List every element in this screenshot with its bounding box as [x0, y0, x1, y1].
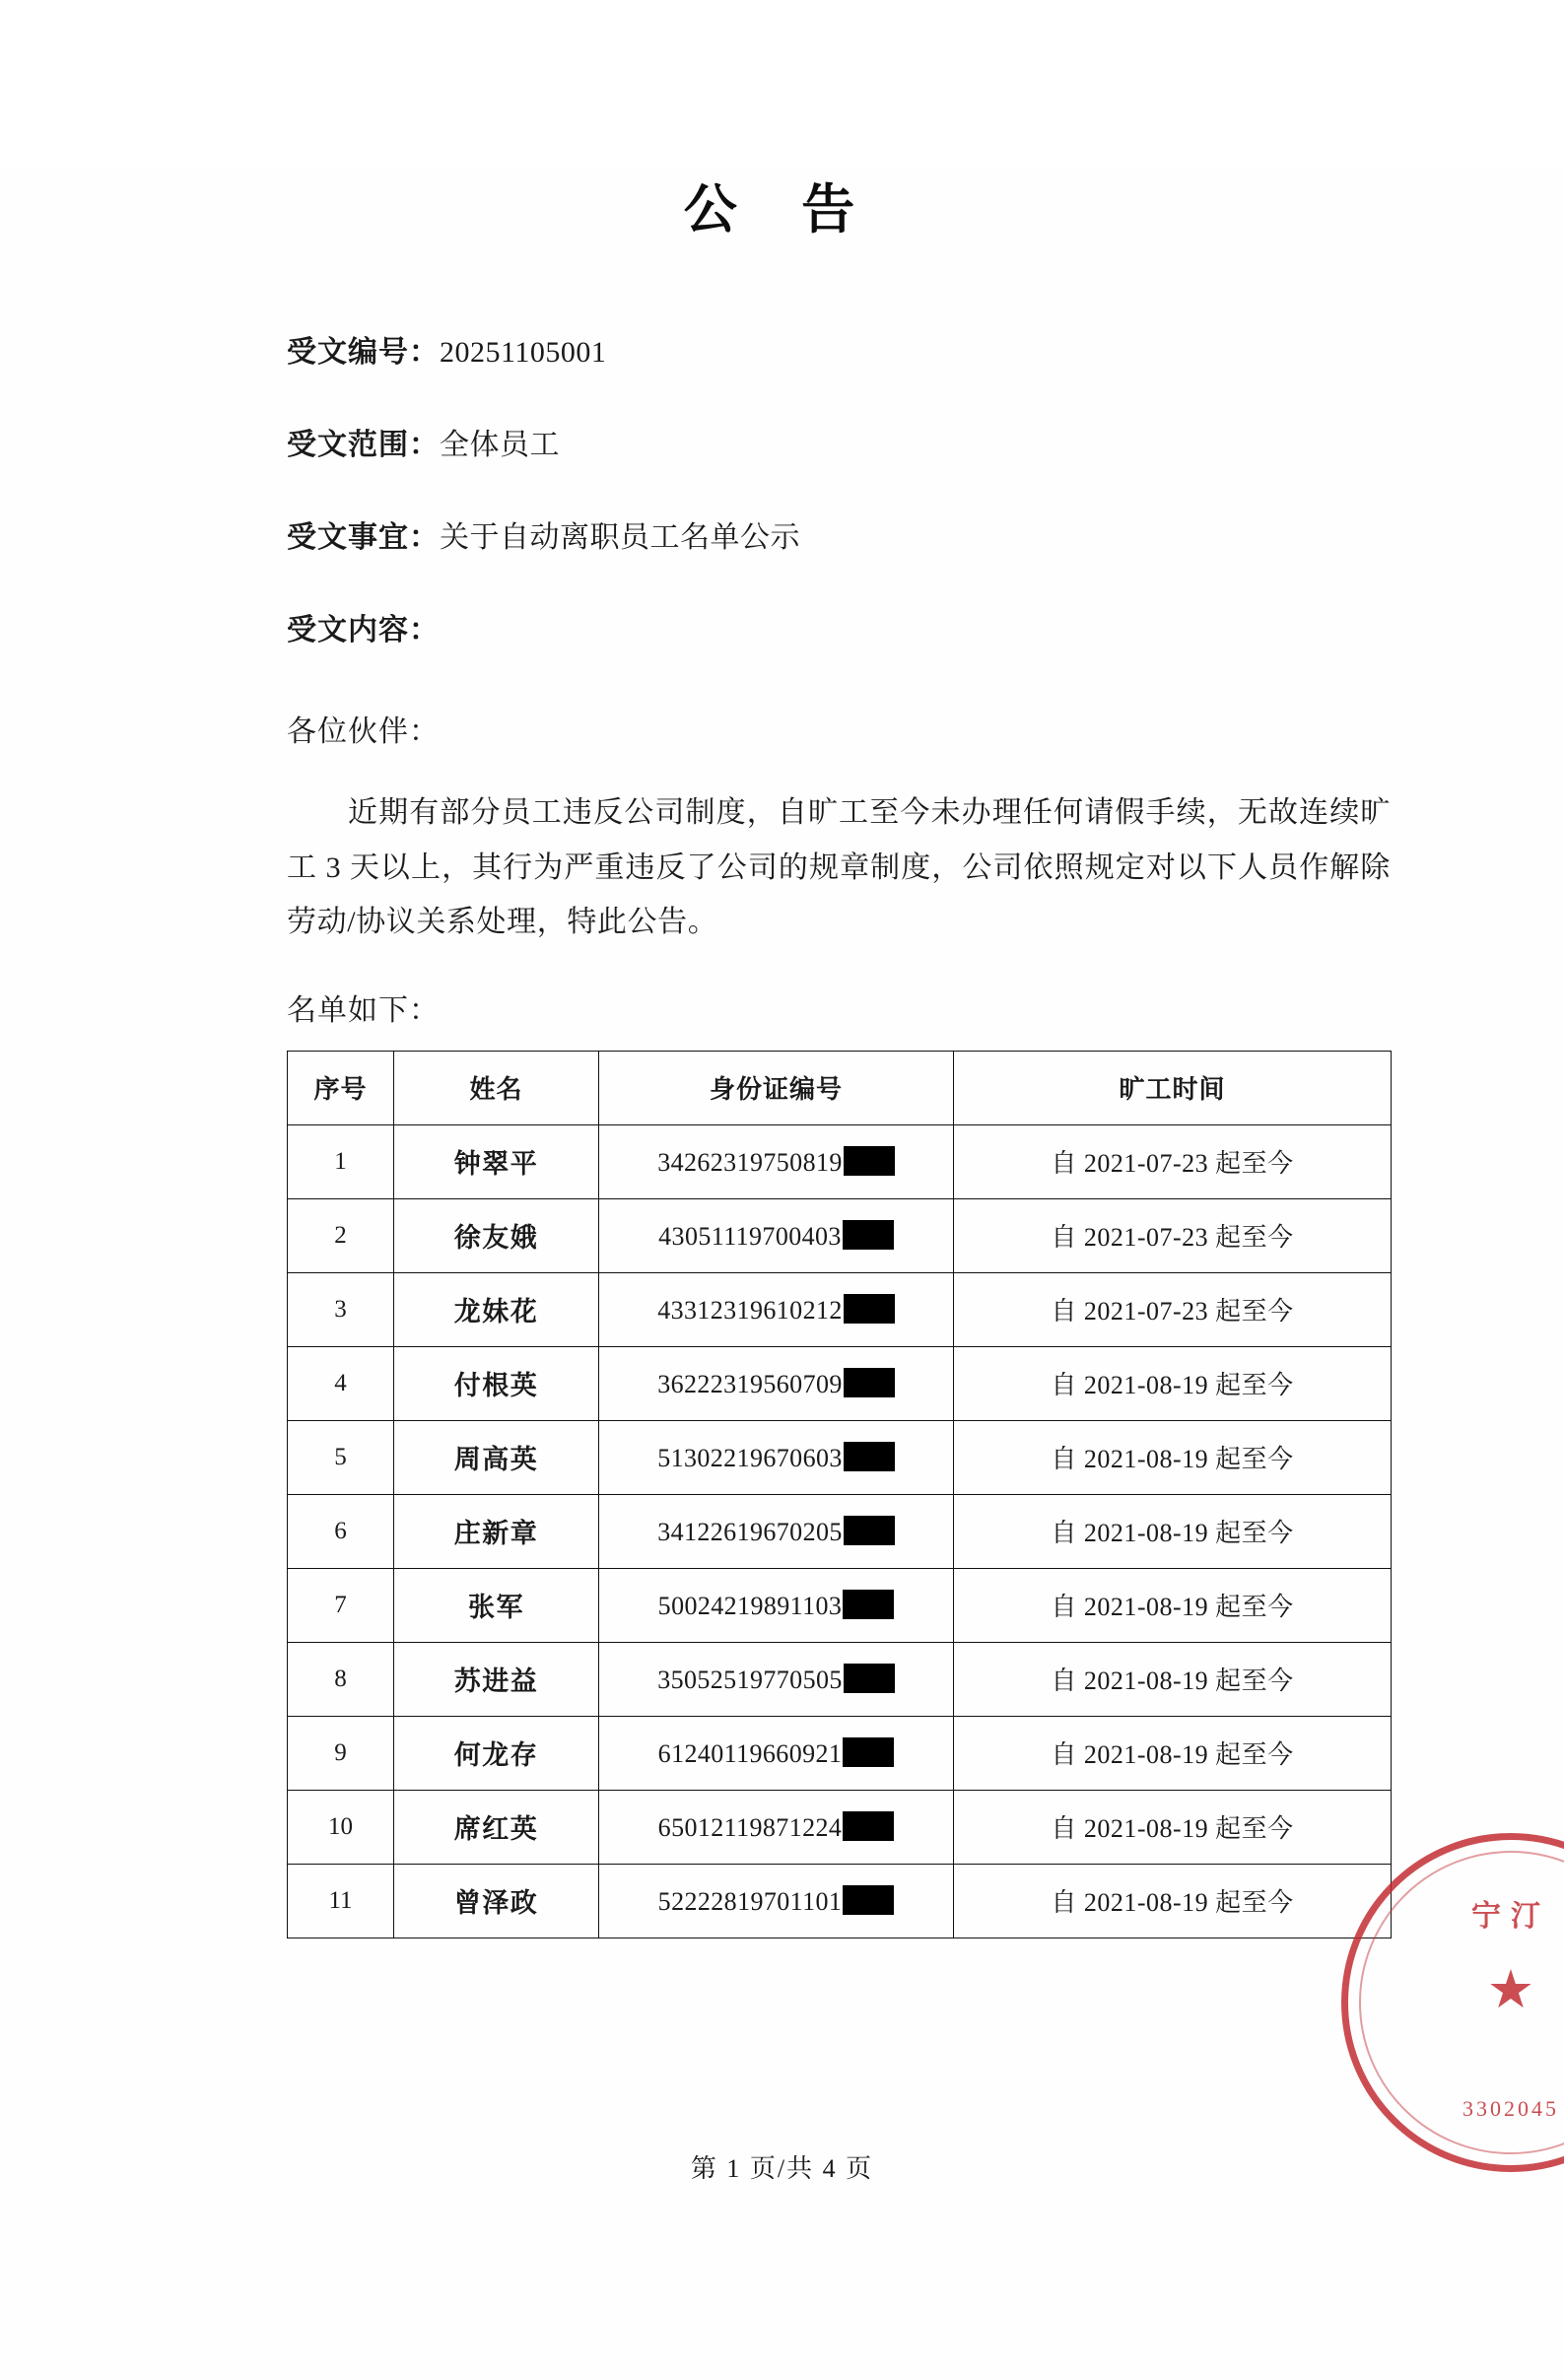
meta-label-audience: 受文范围： — [287, 429, 440, 461]
seal-code: 3302045 — [1462, 2096, 1559, 2121]
cell-index: 4 — [288, 1346, 394, 1420]
meta-label-document-number: 受文编号： — [287, 336, 440, 369]
names-table — [287, 1051, 1392, 1938]
table-header-row — [288, 1051, 1392, 1124]
table-row — [288, 1642, 1392, 1716]
cell-id-number — [599, 1494, 954, 1568]
cell-index: 7 — [288, 1568, 394, 1642]
cell-index: 3 — [288, 1272, 394, 1346]
cell-id-number — [599, 1272, 954, 1346]
table-row — [288, 1864, 1392, 1938]
cell-id-number — [599, 1124, 954, 1198]
cell-id-number — [599, 1790, 954, 1864]
cell-index: 6 — [288, 1494, 394, 1568]
cell-name: 庄新章 — [394, 1494, 599, 1568]
cell-period: 自 2021-07-23 起至今 — [954, 1272, 1392, 1346]
id-number-text: 43312319610212 — [657, 1295, 843, 1325]
column-header-id: 身份证编号 — [599, 1051, 954, 1124]
redaction-block — [844, 1368, 895, 1397]
cell-name: 席红英 — [394, 1790, 599, 1864]
id-number-text: 34122619670205 — [657, 1517, 843, 1546]
meta-label-subject: 受文事宜： — [287, 521, 440, 554]
id-number-text: 34262319750819 — [657, 1147, 843, 1177]
document-page — [0, 168, 1564, 2380]
cell-id-number — [599, 1198, 954, 1272]
table-row — [288, 1494, 1392, 1568]
redaction-block — [844, 1294, 895, 1324]
redaction-block — [843, 1220, 894, 1250]
id-number-text: 36222319560709 — [657, 1369, 843, 1398]
cell-name: 龙妹花 — [394, 1272, 599, 1346]
cell-period: 自 2021-08-19 起至今 — [954, 1494, 1392, 1568]
id-number-text: 35052519770505 — [657, 1665, 843, 1694]
meta-row-document-number — [287, 338, 1391, 368]
cell-index: 10 — [288, 1790, 394, 1864]
salutation: 各位伙伴： — [287, 715, 440, 748]
table-row — [288, 1420, 1392, 1494]
page-footer: 第 1 页/共 4 页 — [690, 2154, 874, 2183]
cell-id-number — [599, 1642, 954, 1716]
cell-period: 自 2021-08-19 起至今 — [954, 1642, 1392, 1716]
cell-period: 自 2021-07-23 起至今 — [954, 1198, 1392, 1272]
table-row — [288, 1716, 1392, 1790]
cell-period: 自 2021-08-19 起至今 — [954, 1346, 1392, 1420]
redaction-block — [844, 1664, 895, 1693]
cell-index: 5 — [288, 1420, 394, 1494]
cell-period: 自 2021-07-23 起至今 — [954, 1124, 1392, 1198]
body-paragraph: 近期有部分员工违反公司制度，自旷工至今未办理任何请假手续，无故连续旷工 3 天以上，其行为严重违反了公司的规章制度，公司依照规定对以下人员作解除劳动/协议关系处理，特此公告。 — [287, 796, 1391, 938]
meta-row-subject — [287, 523, 1391, 553]
meta-label-content: 受文内容： — [287, 614, 440, 646]
redaction-block — [844, 1516, 895, 1545]
seal-star-icon: ★ — [1486, 1959, 1535, 2019]
redaction-block — [843, 1811, 894, 1841]
cell-name: 付根英 — [394, 1346, 599, 1420]
redaction-block — [844, 1442, 895, 1471]
meta-row-content — [287, 616, 1391, 646]
cell-name: 苏进益 — [394, 1642, 599, 1716]
cell-name: 钟翠平 — [394, 1124, 599, 1198]
seal-text: 宁汀 — [1471, 1900, 1550, 1933]
table-row — [288, 1124, 1392, 1198]
column-header-name: 姓名 — [394, 1051, 599, 1124]
cell-index: 9 — [288, 1716, 394, 1790]
redaction-block — [844, 1146, 895, 1176]
cell-id-number — [599, 1568, 954, 1642]
cell-id-number — [599, 1420, 954, 1494]
cell-index: 2 — [288, 1198, 394, 1272]
cell-period: 自 2021-08-19 起至今 — [954, 1716, 1392, 1790]
id-number-text: 65012119871224 — [657, 1812, 843, 1842]
cell-period: 自 2021-08-19 起至今 — [954, 1864, 1392, 1938]
cell-name: 张军 — [394, 1568, 599, 1642]
id-number-text: 43051119700403 — [658, 1221, 842, 1251]
id-number-text: 51302219670603 — [657, 1443, 843, 1472]
id-number-text: 50024219891103 — [657, 1591, 843, 1620]
cell-period: 自 2021-08-19 起至今 — [954, 1568, 1392, 1642]
column-header-index: 序号 — [288, 1051, 394, 1124]
cell-name: 何龙存 — [394, 1716, 599, 1790]
id-number-text: 61240119660921 — [657, 1738, 843, 1768]
cell-index: 11 — [288, 1864, 394, 1938]
cell-name: 徐友娥 — [394, 1198, 599, 1272]
cell-period: 自 2021-08-19 起至今 — [954, 1790, 1392, 1864]
meta-row-audience — [287, 431, 1391, 460]
cell-index: 8 — [288, 1642, 394, 1716]
meta-value-subject: 关于自动离职员工名单公示 — [440, 521, 800, 554]
cell-index: 1 — [288, 1124, 394, 1198]
redaction-block — [843, 1737, 894, 1767]
table-row — [288, 1272, 1392, 1346]
cell-id-number — [599, 1716, 954, 1790]
page-title: 公 告 — [683, 180, 881, 239]
document-body — [173, 338, 1391, 1938]
column-header-period: 旷工时间 — [954, 1051, 1392, 1124]
table-row — [288, 1568, 1392, 1642]
redaction-block — [843, 1885, 894, 1915]
table-row — [288, 1346, 1392, 1420]
meta-value-document-number: 20251105001 — [440, 336, 607, 369]
id-number-text: 52222819701101 — [657, 1886, 843, 1916]
cell-name: 周高英 — [394, 1420, 599, 1494]
list-intro: 名单如下： — [287, 993, 440, 1027]
cell-id-number — [599, 1346, 954, 1420]
cell-period: 自 2021-08-19 起至今 — [954, 1420, 1392, 1494]
meta-value-audience: 全体员工 — [440, 429, 560, 461]
cell-name: 曾泽政 — [394, 1864, 599, 1938]
cell-id-number — [599, 1864, 954, 1938]
redaction-block — [843, 1590, 894, 1619]
table-row — [288, 1198, 1392, 1272]
table-row — [288, 1790, 1392, 1864]
